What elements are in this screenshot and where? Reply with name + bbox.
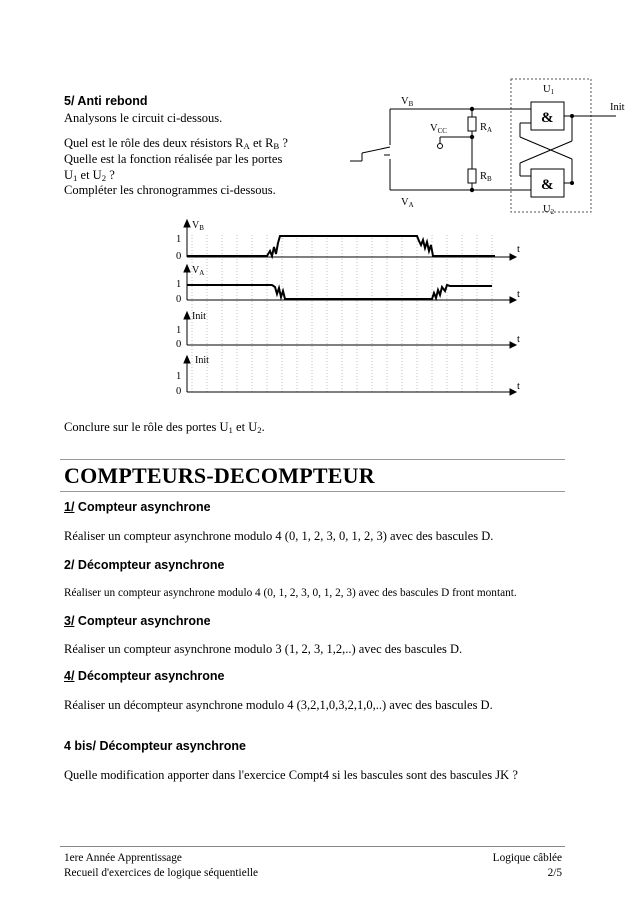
- exercise-5-line-4: $U_1$ et $U_2$ ?: [64, 168, 115, 184]
- chrono-row-4-t: t: [517, 381, 520, 392]
- footer-page-number: 2/5: [547, 867, 562, 879]
- exercise-5-line-5: Compléter les chronogrammes ci-dessous.: [64, 183, 276, 197]
- chrono-row-2-t: t: [517, 289, 520, 300]
- footer-divider: [60, 846, 565, 847]
- chrono-row-3-zero: 0: [176, 339, 182, 350]
- exercise-5-title: 5/ Anti rebond: [64, 94, 148, 108]
- footer-left-1: 1ere Année Apprentissage: [64, 852, 182, 864]
- footer-right-1: Logique câblée: [492, 852, 562, 864]
- chrono-row-4-one: 1: [176, 371, 182, 382]
- circuit-label-ra: RA: [480, 122, 493, 134]
- signal-vb: [187, 236, 495, 256]
- chrono-row-3-one: 1: [176, 325, 182, 336]
- chrono-row-1-label: $V_B$: [192, 220, 204, 232]
- item-2-heading: 2/ Décompteur asynchrone: [64, 558, 225, 572]
- circuit-label-rb: RB: [480, 171, 492, 183]
- item-3-text: Réaliser un compteur asynchrone modulo 3 (1, 2, 3, 1,2,..) avec des bascules D.: [64, 642, 463, 656]
- chrono-row-4-zero: 0: [176, 386, 182, 397]
- item-4-text: Réaliser un décompteur asynchrone modulo 4 (3,2,1,0,3,2,1,0,..) avec des bascules D.: [64, 698, 493, 712]
- item-5-text: Quelle modification apporter dans l'exercice Compt4 si les bascules sont des bascules JK ?: [64, 768, 518, 782]
- anti-bounce-circuit: [340, 75, 638, 225]
- section-title: COMPTEURS-DECOMPTEUR: [64, 463, 375, 488]
- footer-left-2: Recueil d'exercices de logique séquentielle: [64, 867, 258, 879]
- circuit-label-vcc: VCC: [430, 123, 447, 135]
- item-5-heading: 4 bis/ Décompteur asynchrone: [64, 739, 247, 753]
- chrono-row-1-one: 1: [176, 234, 182, 245]
- chrono-row-3-label: Init: [192, 311, 206, 322]
- chrono-row-2-one: 1: [176, 279, 182, 290]
- chrono-row-4-label: Init: [195, 355, 209, 366]
- chrono-row-1-zero: 0: [176, 251, 182, 262]
- section-divider-top: [60, 459, 565, 460]
- gate-u2-symbol: &: [541, 177, 554, 193]
- chrono-row-2-zero: 0: [176, 294, 182, 305]
- chrono-row-2-label: $V_A$: [192, 265, 205, 277]
- exercise-5-line-2: Quel est le rôle des deux résistors $R_A$ et $R_B$ ?: [64, 136, 288, 152]
- circuit-label-va: VA: [401, 197, 414, 209]
- item-1-text: Réaliser un compteur asynchrone modulo 4 (0, 1, 2, 3, 0, 1, 2, 3) avec des bascules D.: [64, 529, 494, 543]
- circuit-label-u2: U2: [543, 204, 555, 216]
- item-4-heading: 4/ Décompteur asynchrone: [64, 669, 225, 683]
- section-divider-bottom: [60, 491, 565, 492]
- item-1-heading: 1/ Compteur asynchrone: [64, 500, 211, 514]
- item-2-text: Réaliser un compteur asynchrone modulo 4 (0, 1, 2, 3, 0, 1, 2, 3) avec des bascules D front montant.: [64, 587, 517, 599]
- exercise-5-line-3: Quelle est la fonction réalisée par les portes: [64, 152, 283, 166]
- circuit-label-vb: VB: [401, 96, 414, 108]
- circuit-label-u1: U1: [543, 84, 555, 96]
- exercise-5-conclusion: Conclure sur le rôle des portes $U_1$ et $U_2$.: [64, 420, 265, 436]
- signal-va: [187, 285, 492, 299]
- item-3-heading: 3/ Compteur asynchrone: [64, 614, 211, 628]
- chrono-row-1-t: t: [517, 244, 520, 255]
- exercise-5-line-1: Analysons le circuit ci-dessous.: [64, 111, 223, 125]
- chrono-row-3-t: t: [517, 334, 520, 345]
- circuit-label-init: Init: [610, 102, 625, 113]
- gate-u1-symbol: &: [541, 110, 554, 126]
- chronograms: [140, 215, 540, 410]
